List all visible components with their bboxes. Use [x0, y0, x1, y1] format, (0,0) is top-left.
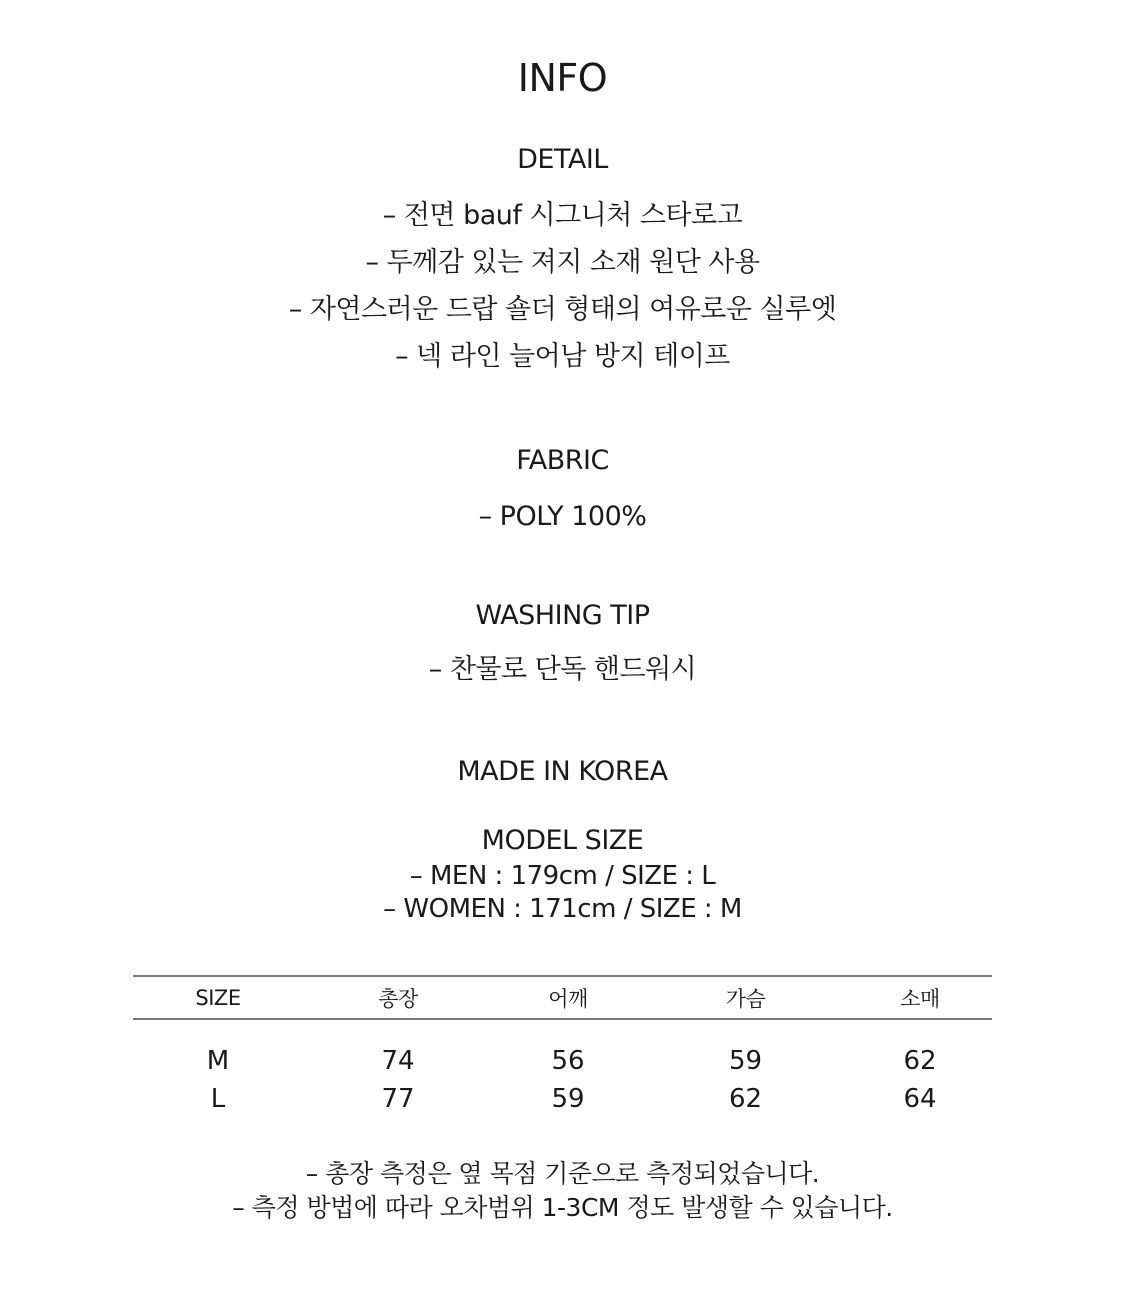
table-cell: 77: [381, 1084, 415, 1114]
sleeve-header: 소매: [848, 976, 992, 1019]
table-cell: 59: [551, 1084, 585, 1114]
table-cell: 64: [903, 1084, 937, 1114]
made-in-label: MADE IN KOREA: [457, 756, 668, 787]
table-row: [133, 1019, 992, 1078]
detail-heading: DETAIL: [517, 144, 608, 175]
measurement-note: – 총장 측정은 옆 목점 기준으로 측정되었습니다.: [305, 1159, 820, 1188]
table-row: [133, 1078, 992, 1120]
table-cell: L: [210, 1084, 226, 1114]
detail-line: – 전면 bauf 시그니처 스타로고: [382, 200, 743, 231]
washing-tip-heading: WASHING TIP: [475, 600, 650, 631]
size-table: [133, 975, 992, 1120]
detail-line: – 두께감 있는 져지 소재 원단 사용: [365, 247, 760, 278]
size-header: SIZE: [133, 976, 303, 1019]
model-size-women: – WOMEN : 171cm / SIZE : M: [383, 894, 742, 924]
detail-line: – 넥 라인 늘어남 방지 테이프: [395, 341, 730, 372]
fabric-heading: FABRIC: [516, 445, 609, 476]
table-cell: 62: [728, 1084, 763, 1114]
table-cell: 56: [551, 1046, 585, 1076]
detail-line: – 자연스러운 드랍 숄더 형태의 여유로운 실루엣: [288, 294, 837, 325]
measurement-note: – 측정 방법에 따라 오차범위 1-3CM 정도 발생할 수 있습니다.: [232, 1193, 893, 1222]
page-title: INFO: [517, 56, 608, 100]
washing-tip-line: – 찬물로 단독 핸드워시: [428, 654, 697, 685]
chest-header: 가슴: [643, 976, 848, 1019]
fabric-line: – POLY 100%: [478, 501, 647, 532]
table-cell: M: [206, 1046, 230, 1076]
table-cell: 74: [381, 1046, 415, 1076]
model-size-heading: MODEL SIZE: [481, 825, 644, 856]
shoulder-header: 어깨: [493, 976, 643, 1019]
table-cell: 62: [903, 1046, 937, 1076]
model-size-men: – MEN : 179cm / SIZE : L: [409, 861, 716, 891]
length-header: 총장: [303, 976, 493, 1019]
size-table-header-row: [133, 976, 992, 1019]
table-cell: 59: [728, 1046, 763, 1076]
